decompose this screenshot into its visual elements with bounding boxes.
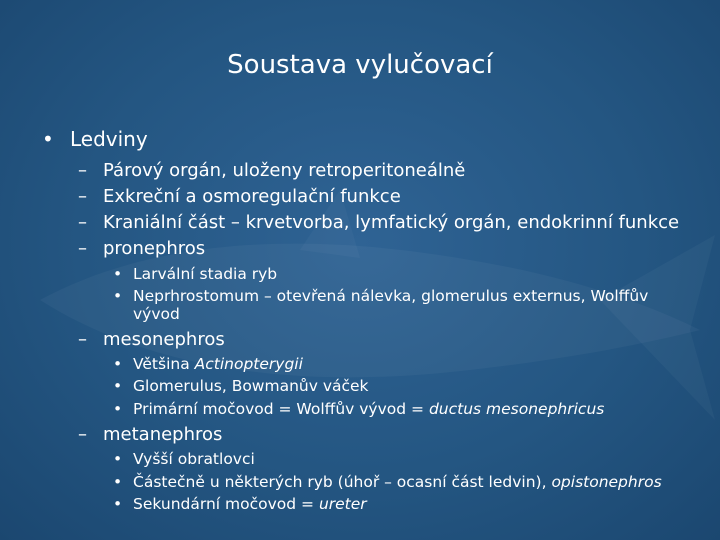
sub-item-text: Vyšší obratlovci <box>133 450 255 468</box>
sub-item-text: Larvální stadia ryb <box>133 265 278 283</box>
italic-term: ureter <box>318 495 367 513</box>
italic-term: Actinopterygii <box>194 355 303 373</box>
bullet-marker: • <box>113 355 123 373</box>
dash-marker: – <box>78 186 87 207</box>
bullet-marker: • <box>42 127 54 151</box>
sub-item-text <box>133 495 367 513</box>
italic-term: ductus mesonephricus <box>428 400 605 418</box>
text-run: Primární močovod = Wolffův vývod = <box>133 400 429 418</box>
text-run: Sekundární močovod = <box>133 495 319 513</box>
sub-item-text <box>133 400 604 418</box>
sub-item-text <box>133 355 303 373</box>
text-run: Většina <box>133 355 195 373</box>
dash-marker: – <box>78 212 87 233</box>
dash-marker: – <box>78 424 87 445</box>
dash-marker: – <box>78 238 87 259</box>
list-item-text: metanephros <box>103 424 223 445</box>
list-item-text: Párový orgán, uloženy retroperitoneálně <box>103 160 466 181</box>
bullet-marker: • <box>113 287 123 305</box>
bullet-marker: • <box>113 377 123 395</box>
sub-item-text: Glomerulus, Bowmanův váček <box>133 377 369 395</box>
italic-term: opistonephros <box>551 473 662 491</box>
sub-item-text <box>133 473 662 491</box>
sub-item-text: vývod <box>133 305 180 323</box>
bullet-marker: • <box>113 450 123 468</box>
bullet-marker: • <box>113 400 123 418</box>
text-run: Částečně u některých ryb (úhoř – ocasní část ledvin), <box>133 473 552 491</box>
slide-title: Soustava vylučovací <box>227 50 493 80</box>
bullet-marker: • <box>113 265 123 283</box>
dash-marker: – <box>78 329 87 350</box>
list-item-text: Kraniální část – krvetvorba, lymfatický orgán, endokrinní funkce <box>103 212 680 233</box>
bullet-text: Ledviny <box>70 127 148 151</box>
list-item-text: mesonephros <box>103 329 225 350</box>
sub-item-text: Neprhrostomum – otevřená nálevka, glomerulus externus, Wolffův <box>133 287 649 305</box>
bullet-marker: • <box>113 495 123 513</box>
bullet-ledviny <box>42 127 148 151</box>
dash-marker: – <box>78 160 87 181</box>
list-item-text: Exkreční a osmoregulační funkce <box>103 186 401 207</box>
bullet-marker: • <box>113 473 123 491</box>
list-item-text: pronephros <box>103 238 206 259</box>
